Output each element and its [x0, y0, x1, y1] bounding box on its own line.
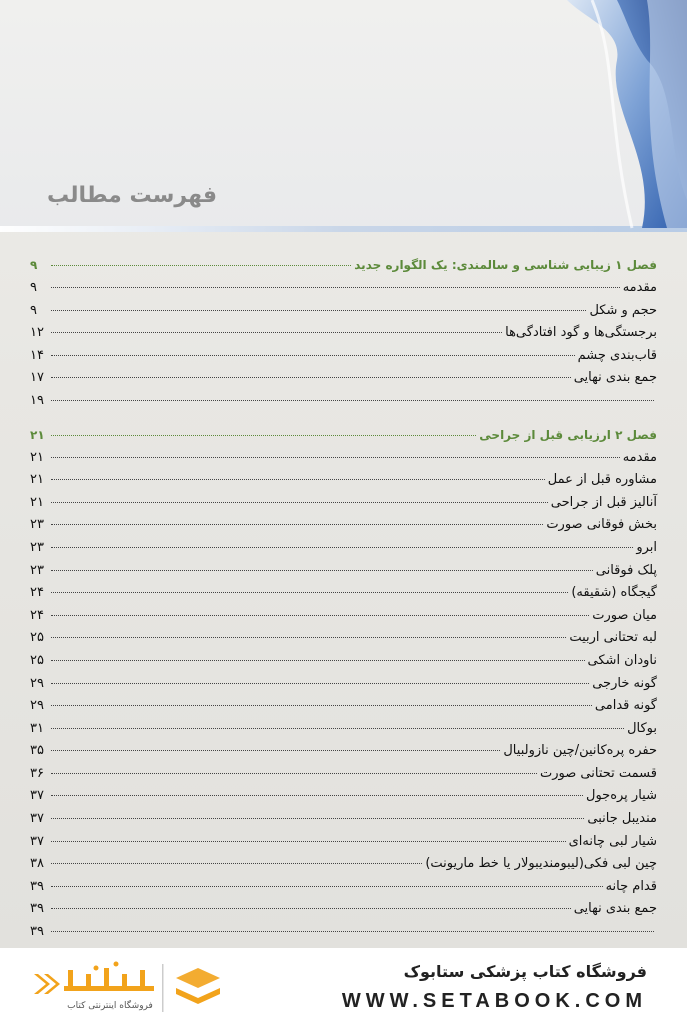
- chapter-page-number: ۲۱: [30, 427, 45, 442]
- toc-entry[interactable]: [30, 585, 657, 608]
- chapter-page-number: ۹: [30, 258, 38, 272]
- toc-entry[interactable]: [30, 811, 657, 834]
- toc-entry[interactable]: [30, 743, 657, 766]
- toc-entry[interactable]: [30, 653, 657, 676]
- entry-page-number: ۳۸: [30, 856, 44, 872]
- leader-dots: [51, 355, 575, 356]
- leader-dots: [51, 479, 545, 480]
- decorative-blue-artwork: [547, 0, 687, 228]
- leader-dots: [51, 400, 654, 401]
- entry-label: جمع بندی نهایی: [573, 901, 657, 917]
- entry-label: قدام چانه: [605, 878, 657, 894]
- entry-page-number: ۳۷: [30, 788, 44, 804]
- toc-entry[interactable]: [30, 788, 657, 811]
- toc-entry[interactable]: [30, 303, 657, 326]
- entry-label: لبه تحتانی اربیت: [569, 630, 657, 646]
- toc-title: فهرست مطالب: [46, 183, 217, 208]
- leader-dots: [51, 457, 620, 458]
- entry-page-number: ۳۷: [30, 833, 44, 849]
- entry-label: جمع بندی نهایی: [573, 370, 657, 386]
- entry-label: حجم و شکل: [589, 302, 657, 318]
- toc-entry[interactable]: [30, 495, 657, 518]
- toc-entry[interactable]: [30, 924, 657, 947]
- entry-label: گیجگاه (شقیقه): [571, 585, 657, 601]
- entry-label: ابرو: [636, 539, 657, 555]
- leader-dots: [51, 524, 543, 525]
- leader-dots: [51, 886, 603, 887]
- entry-page-number: ۱۷: [30, 370, 44, 386]
- entry-page-number: ۲۴: [30, 607, 44, 623]
- leader-dots: [51, 615, 589, 616]
- entry-page-number: ۹: [30, 302, 37, 318]
- chapter-heading[interactable]: [30, 258, 657, 280]
- leader-dots: [51, 435, 476, 436]
- leader-dots: [51, 931, 654, 932]
- toc-entry[interactable]: [30, 348, 657, 371]
- entry-label: شیار لبی چانه‌ای: [568, 833, 657, 849]
- entry-label: برجستگی‌ها و گود افتادگی‌ها: [505, 325, 657, 341]
- chapter-gap: [30, 416, 657, 428]
- chapter-heading[interactable]: [30, 428, 657, 450]
- leader-dots: [51, 332, 502, 333]
- leader-dots: [51, 841, 566, 842]
- leader-dots: [51, 547, 633, 548]
- toc-entry[interactable]: [30, 630, 657, 653]
- toc-entry[interactable]: [30, 608, 657, 631]
- store-name: فروشگاه کتاب پزشکی ستابوک: [403, 962, 647, 981]
- entry-page-number: ۱۲: [30, 325, 44, 341]
- entry-label: آنالیز قبل از جراحی: [550, 494, 657, 510]
- toc-entry[interactable]: [30, 472, 657, 495]
- entry-label: مشاوره قبل از عمل: [547, 472, 657, 488]
- entry-label: چین لبی فکی(لیبومندیبولار یا خط ماریونت): [425, 856, 657, 872]
- leader-dots: [51, 728, 624, 729]
- toc-entry[interactable]: [30, 325, 657, 348]
- table-of-contents: [30, 258, 657, 991]
- leader-dots: [51, 637, 566, 638]
- entry-page-number: ۲۳: [30, 517, 44, 533]
- toc-entry[interactable]: [30, 834, 657, 857]
- leader-dots: [51, 287, 620, 288]
- entry-label: گونه قدامی: [594, 698, 657, 714]
- leader-dots: [51, 705, 592, 706]
- store-footer-banner: [0, 948, 687, 1024]
- entry-label: شیار پره‌جول: [586, 788, 657, 804]
- toc-entry[interactable]: [30, 879, 657, 902]
- leader-dots: [51, 863, 422, 864]
- toc-entry[interactable]: [30, 517, 657, 540]
- entry-page-number: ۳۵: [30, 743, 44, 759]
- entry-label: بوکال: [627, 720, 657, 736]
- entry-label: مندیبل جانبی: [587, 811, 657, 827]
- entry-label: مقدمه: [622, 449, 657, 465]
- toc-entry[interactable]: [30, 721, 657, 744]
- entry-page-number: ۳۹: [30, 878, 44, 894]
- entry-label: قسمت تحتانی صورت: [540, 765, 657, 781]
- chapter-title: فصل ۱ زیبایی شناسی و سالمندی: یک الگواره جدید: [354, 258, 657, 272]
- toc-entry[interactable]: [30, 450, 657, 473]
- leader-dots: [51, 750, 500, 751]
- entry-label: مقدمه: [622, 280, 657, 295]
- leader-dots: [51, 818, 584, 819]
- entry-label: گونه خارجی: [592, 675, 657, 691]
- entry-page-number: ۹: [30, 280, 37, 295]
- entry-page-number: ۲۱: [30, 449, 44, 465]
- leader-dots: [51, 310, 586, 311]
- setabook-logo[interactable]: [28, 960, 228, 1016]
- toc-entry[interactable]: [30, 698, 657, 721]
- entry-page-number: ۳۹: [30, 924, 44, 940]
- leader-dots: [51, 265, 351, 266]
- toc-entry[interactable]: [30, 901, 657, 924]
- entry-label: میان صورت: [592, 607, 657, 623]
- toc-entry[interactable]: [30, 393, 657, 416]
- entry-page-number: ۳۹: [30, 901, 44, 917]
- entry-page-number: ۱۴: [30, 347, 44, 363]
- leader-dots: [51, 795, 583, 796]
- entry-page-number: ۲۹: [30, 698, 44, 714]
- toc-entry[interactable]: [30, 676, 657, 699]
- entry-page-number: ۲۵: [30, 630, 44, 646]
- entry-page-number: ۲۳: [30, 539, 44, 555]
- store-url-link[interactable]: WWW.SETABOOK.COM: [341, 990, 647, 1012]
- toc-entry[interactable]: [30, 280, 657, 303]
- logo-subtitle: فروشگاه اینترنتی کتاب: [67, 1001, 153, 1011]
- leader-dots: [51, 502, 548, 503]
- chapter-title: فصل ۲ ارزیابی قبل از جراحی: [479, 427, 657, 442]
- toc-entry[interactable]: [30, 766, 657, 789]
- entry-page-number: ۲۹: [30, 675, 44, 691]
- entry-page-number: ۳۷: [30, 811, 44, 827]
- entry-page-number: ۳۱: [30, 720, 44, 736]
- leader-dots: [51, 377, 571, 378]
- toc-entry[interactable]: [30, 856, 657, 879]
- entry-label: بخش فوقانی صورت: [546, 517, 657, 533]
- entry-page-number: ۲۱: [30, 472, 44, 488]
- leader-dots: [51, 592, 568, 593]
- entry-page-number: ۲۱: [30, 494, 44, 510]
- toc-entry[interactable]: [30, 370, 657, 393]
- leader-dots: [51, 683, 589, 684]
- entry-label: قاب‌بندی چشم: [577, 347, 657, 363]
- entry-label: ناودان اشکی: [587, 652, 657, 668]
- entry-page-number: ۲۵: [30, 652, 44, 668]
- leader-dots: [51, 570, 593, 571]
- leader-dots: [51, 660, 585, 661]
- entry-page-number: ۲۴: [30, 585, 44, 601]
- entry-label: پلک فوقانی: [595, 562, 657, 578]
- toc-entry[interactable]: [30, 540, 657, 563]
- entry-label: حفره پره‌کانین/چین نازولبیال: [503, 743, 657, 759]
- leader-dots: [51, 773, 537, 774]
- entry-page-number: ۱۹: [30, 392, 44, 408]
- entry-page-number: ۳۶: [30, 765, 44, 781]
- leader-dots: [51, 908, 571, 909]
- toc-entry[interactable]: [30, 563, 657, 586]
- entry-page-number: ۲۳: [30, 562, 44, 578]
